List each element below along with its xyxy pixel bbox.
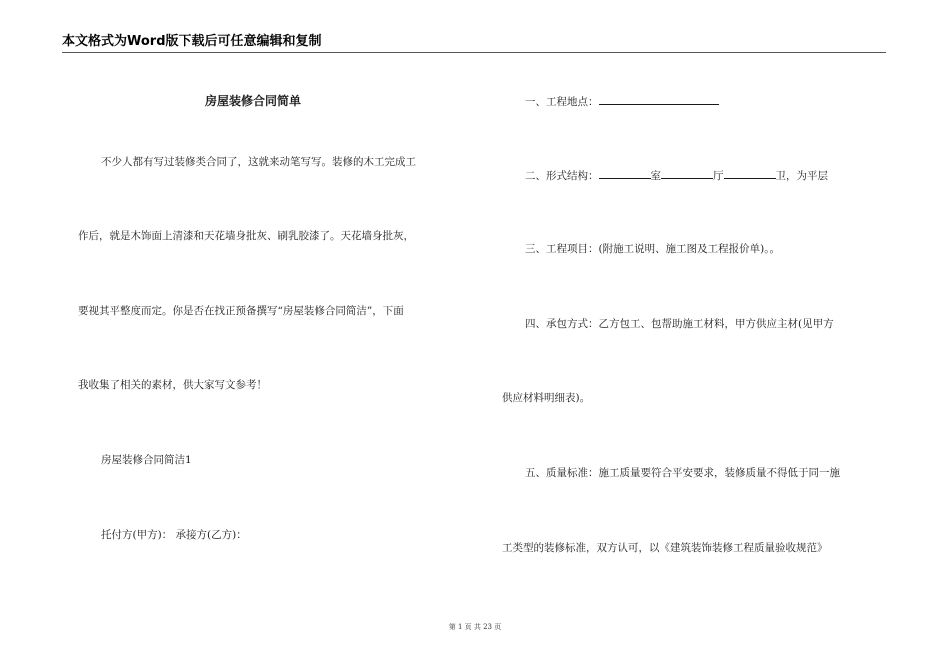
paragraph-line-1: 不少人都有写过装修类合同了，这就来动笔写写。装修的木工完成工 — [101, 156, 416, 168]
clause-location-label: 一、工程地点： — [525, 96, 599, 108]
bath-label: 卫，为平层 — [775, 170, 828, 182]
document-title: 房屋装修合同简单 — [205, 94, 302, 108]
paragraph-line-3: 要视其平整度而定。你是否在找正预备撰写“房屋装修合同简洁”，下面 — [78, 305, 404, 317]
clause-project: 三、工程项目：(附施工说明、施工图及工程报价单)。。 — [525, 243, 780, 255]
parties-line: 托付方(甲方)： 承接方(乙方)： — [101, 529, 247, 541]
clause-contract-line-2: 供应材料明细表)。 — [502, 392, 591, 404]
room-blank — [599, 167, 651, 179]
bath-blank — [724, 167, 776, 179]
clause-structure-label: 二、形式结构： — [525, 170, 599, 182]
clause-quality-line-2: 工类型的装修标准，双方认可，以《建筑装饰装修工程质量验收规范》 — [502, 542, 828, 554]
paragraph-line-2: 作后，就是木饰面上清漆和天花墙身批灰、刷乳胶漆了。天花墙身批灰， — [78, 230, 414, 242]
hall-blank — [661, 167, 713, 179]
room-label: 室 — [650, 170, 661, 182]
page-header — [62, 34, 886, 53]
contract-subtitle: 房屋装修合同简洁1 — [101, 454, 192, 466]
clause-contract-line-1: 四、承包方式：乙方包工、包帮助施工材料，甲方供应主材(见甲方 — [525, 318, 834, 330]
header-text: 本文格式为Word版下载后可任意编辑和复制 — [62, 34, 322, 49]
location-blank — [599, 93, 719, 105]
hall-label: 厅 — [713, 170, 724, 182]
clause-quality-line-1: 五、质量标准：施工质量要符合平安要求，装修质量不得低于同一施 — [525, 467, 840, 479]
paragraph-line-4: 我收集了相关的素材，供大家写文参考！ — [78, 379, 267, 391]
clause-location — [525, 93, 719, 109]
page-number: 第 1 页 共 23 页 — [448, 623, 502, 631]
clause-structure — [525, 167, 828, 183]
